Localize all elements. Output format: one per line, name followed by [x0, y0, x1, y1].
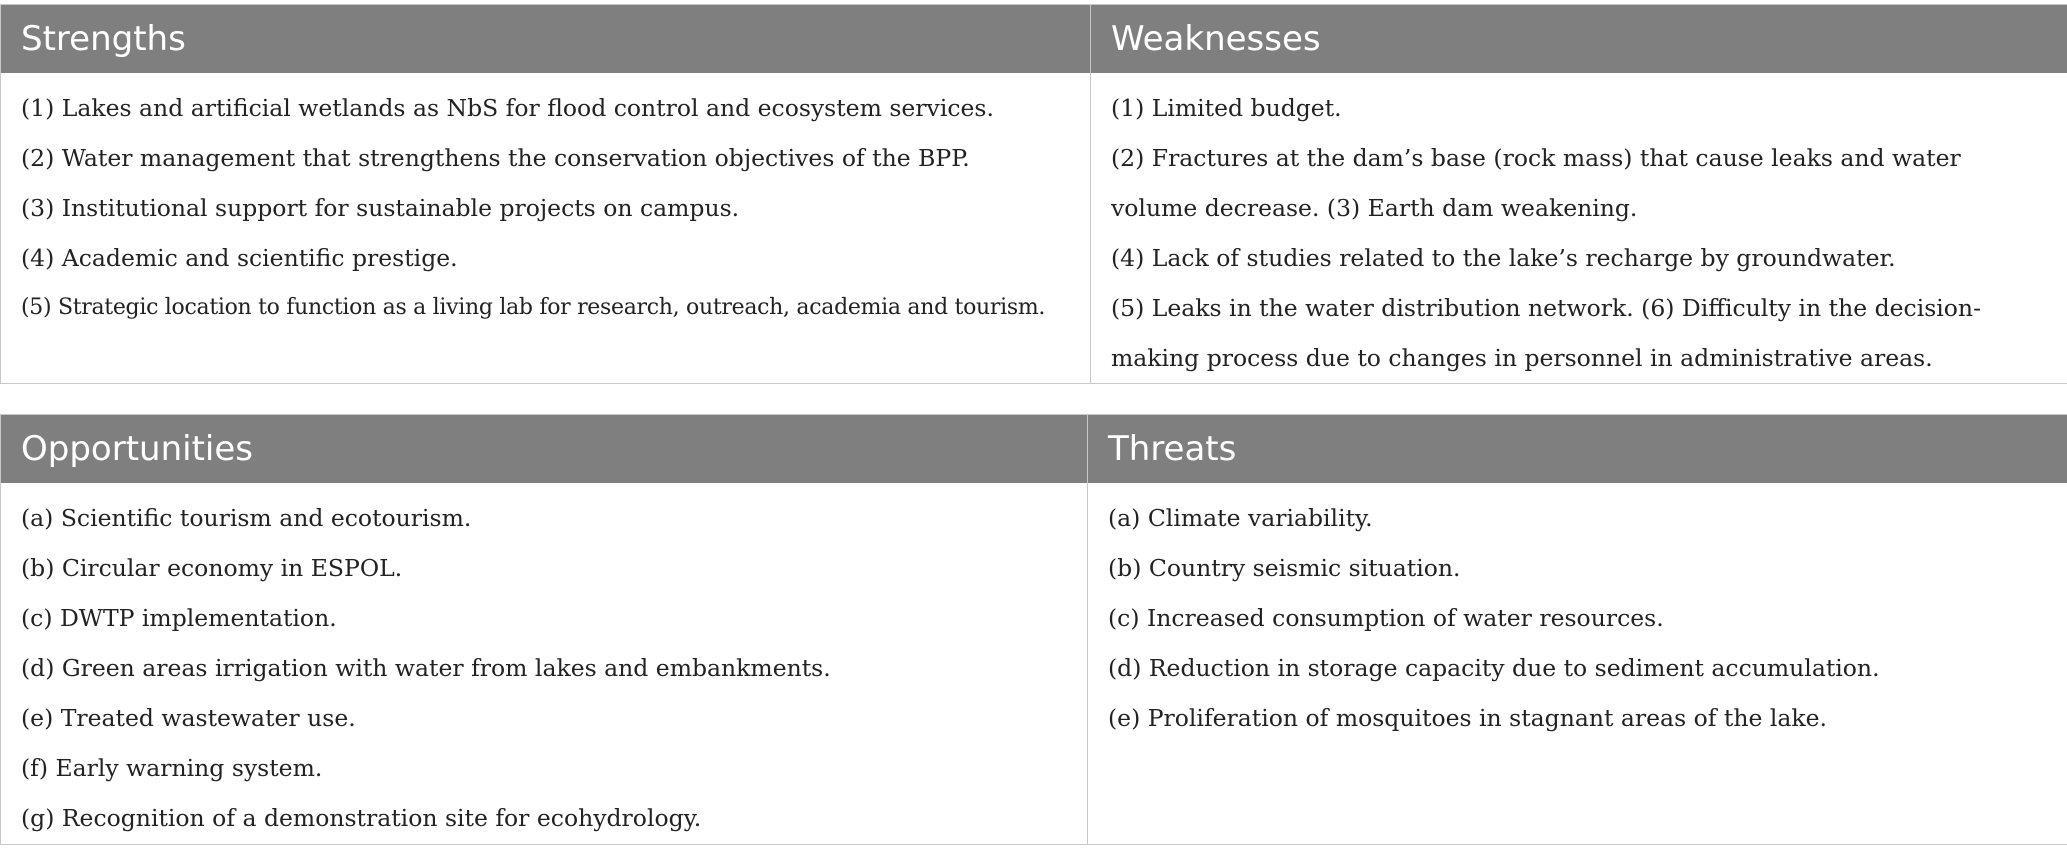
strengths-item: (4) Academic and scientific prestige. — [21, 243, 458, 272]
strengths-cell — [1, 73, 1091, 384]
threats-item: (a) Climate variability. — [1108, 503, 1373, 532]
strengths-item: (5) Strategic location to function as a living lab for research, outreach, academia and tourism. — [21, 294, 1046, 320]
weaknesses-header: Weaknesses — [1091, 5, 2067, 73]
threats-item: (e) Proliferation of mosquitoes in stagnant areas of the lake. — [1108, 703, 1828, 732]
opportunities-item: (c) DWTP implementation. — [21, 603, 337, 632]
opportunities-item: (b) Circular economy in ESPOL. — [21, 553, 403, 582]
header-row — [1, 415, 2067, 483]
content-row — [1, 483, 2067, 845]
opportunities-item: (a) Scientific tourism and ecotourism. — [21, 503, 472, 532]
strengths-header: Strengths — [1, 5, 1091, 73]
swot-table-external — [0, 414, 2067, 845]
strengths-item: (1) Lakes and artificial wetlands as NbS for flood control and ecosystem services. — [21, 93, 994, 122]
opportunities-item: (f) Early warning system. — [21, 753, 323, 782]
swot-table-internal — [0, 4, 2067, 384]
opportunities-item: (d) Green areas irrigation with water from lakes and embankments. — [21, 653, 831, 682]
opportunities-item: (g) Recognition of a demonstration site for ecohydrology. — [21, 803, 702, 832]
threats-header: Threats — [1088, 415, 2067, 483]
weaknesses-item: (2) Fractures at the dam’s base (rock mass) that cause leaks and water volume decrease. (3) Earth dam weakening. — [1111, 143, 1961, 222]
header-row — [1, 5, 2067, 73]
opportunities-cell — [1, 483, 1088, 845]
weaknesses-item: (4) Lack of studies related to the lake’s recharge by groundwater. — [1111, 243, 1896, 272]
threats-item: (c) Increased consumption of water resources. — [1108, 603, 1664, 632]
threats-item: (b) Country seismic situation. — [1108, 553, 1461, 582]
strengths-item: (3) Institutional support for sustainable projects on campus. — [21, 193, 740, 222]
threats-item: (d) Reduction in storage capacity due to sediment accumulation. — [1108, 653, 1880, 682]
weaknesses-cell — [1091, 73, 2067, 384]
opportunities-header: Opportunities — [1, 415, 1088, 483]
opportunities-item: (e) Treated wastewater use. — [21, 703, 356, 732]
weaknesses-item: (1) Limited budget. — [1111, 93, 1342, 122]
threats-cell — [1088, 483, 2067, 845]
weaknesses-item: (5) Leaks in the water distribution network. (6) Difficulty in the decision-making process due to changes in personnel in administrative areas. — [1111, 293, 1982, 372]
content-row — [1, 73, 2067, 384]
strengths-item: (2) Water management that strengthens the conservation objectives of the BPP. — [21, 143, 970, 172]
